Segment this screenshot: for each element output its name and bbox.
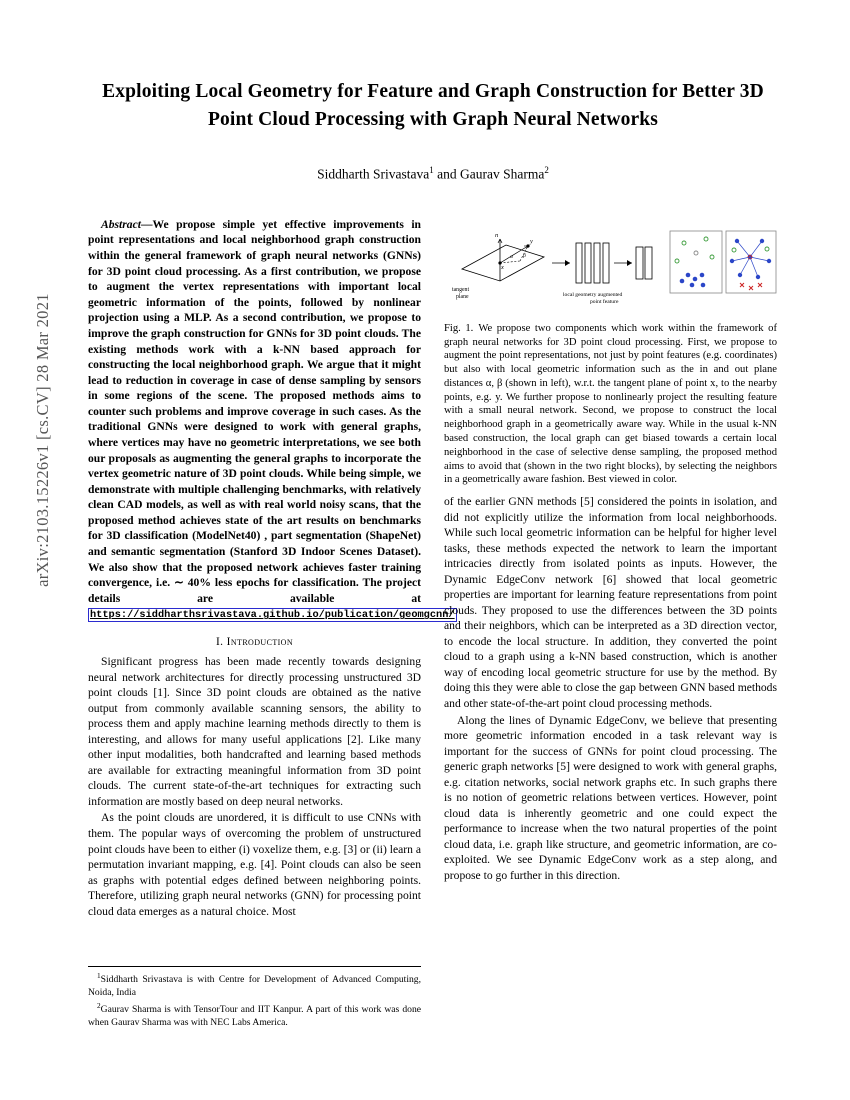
abstract-heading: Abstract—: [101, 217, 153, 231]
svg-text:α: α: [510, 253, 513, 260]
svg-text:x: x: [501, 263, 504, 271]
figure-mlp-panel: [552, 243, 652, 305]
figure-1-caption: [444, 322, 777, 487]
paragraph: of the earlier GNN methods [5] considered the points in isolation, and did not explicitly utilize the information from local neighborhoods. While such local geometric information can be helpful for higher level tasks, these methods expected the network to learn the important intricacies directly from isolated points as inputs. However, the Dynamic EdgeConv network [6] showed that local geometric properties are important for learning feature representations from point clouds. They proposed to use the differences between the 3D points and their neighbors, which can be interpreted as a 3D direction vector, to encode the local structure. In addition, they converted the point cloud to a graph using a k-NN based construction, which is another way of encoding local geometric structure for use by the method. By doing this they were able to close the gap between GNN based methods and other state-of-the-art point cloud processing methods.: [444, 495, 777, 710]
right-column: [444, 217, 777, 919]
footnotes: [88, 966, 421, 1029]
paper-content: [88, 78, 778, 919]
footnote-text: Gaurav Sharma is with TensorTour and IIT Kanpur. A part of this work was done when Gaurav Sharma was with NEC Labs America.: [88, 1004, 421, 1028]
figure-1: [444, 217, 777, 487]
figure-1-caption-text: We propose two components which work within the framework of graph neural networks for 3D point cloud processing. First, we propose to augment the point representations, not just by point features (e.g. coordinates) but also with local geometric information such as the in and out plane distances α, β (shown in left), w.r.t. the tangent plane of point x, to the nearby points, e.g. y. We further propose to nonlinearly project the resulting feature with a small neural network. Second, we propose to construct the local neighborhood graph in a geometrically aware way. While in the usual k-NN based construction, the local graph can get biased towards a certain local neighborhood in the case of selective dense sampling, the proposed method aims to avoid that (shown in the two right blocks), by selecting the neighbors in a geometrically aware fashion. Best viewed in color.: [444, 322, 777, 486]
paragraph: As the point clouds are unordered, it is difficult to use CNNs with them. The popular ways of overcoming the problem of unstructured point clouds have been to either (i) voxelize them, e.g. [3] or (ii) learn a permutation invariant mapping, e.g. [4]. Point clouds can also be seen as graphs with potential edges defined between neighboring points. Therefore, utilizing graph neural networks (GNN) for processing point cloud data emerges as a natural choice. Most: [88, 811, 421, 918]
figure-knn-panel: [670, 231, 722, 293]
figure-1-label: Fig. 1.: [444, 322, 474, 334]
footnote-marker: 2: [97, 1001, 101, 1011]
author-conjunction: and: [433, 166, 460, 182]
author-affil-marker-1: 1: [429, 165, 434, 176]
svg-text:plane: plane: [456, 293, 469, 300]
figure-geometry-aware-panel: [726, 231, 776, 293]
svg-text:y: y: [530, 237, 533, 245]
author-name-1: Siddharth Srivastava: [317, 166, 430, 182]
arxiv-stamp: arXiv:2103.15226v1 [cs.CV] 28 Mar 2021: [33, 293, 52, 587]
figure-tangent-plane-panel: [452, 232, 544, 300]
svg-text:β: β: [523, 252, 526, 259]
footnote: [88, 1001, 421, 1029]
footnote-text: Siddharth Srivastava is with Centre for Development of Advanced Computing, Noida, India: [88, 974, 421, 998]
svg-text:tangent: tangent: [452, 286, 470, 293]
author-affil-marker-2: 2: [544, 165, 549, 176]
left-column: [88, 217, 455, 919]
paragraph: Along the lines of Dynamic EdgeConv, we believe that presenting more geometric information encoded in a task relevant way is important for the success of GNNs for point cloud processing. The generic graph networks [5] were designed to work with general graphs, e.g. citation networks, social network graphs etc. In such graphs there is no notion of geometric relations between vertices. However, point cloud data is inherently geometric and one could expect the performance to increase when the two natural properties of the point cloud data, i.e. graph like structure, and geometric information, are co-exploited. We see Dynamic EdgeConv work as a step along, and propose to go further in this direction.: [444, 713, 777, 882]
author-list: [88, 165, 778, 183]
page-title: Exploiting Local Geometry for Feature and Graph Construction for Better 3D Point Cloud Processing with Graph Neural Networks: [102, 81, 764, 130]
svg-text:point feature: point feature: [590, 298, 619, 305]
author-name-2: Gaurav Sharma: [460, 166, 545, 182]
svg-text:local geometry augmented: local geometry augmented: [563, 291, 623, 298]
abstract: [88, 217, 455, 623]
section-heading-introduction: I. Introduction: [215, 636, 294, 649]
abstract-text: We propose simple yet effective improvements in point representations and local neighborhood graph construction within the general framework of graph neural networks (GNNs) for 3D point cloud processing. As a first contribution, we propose to augment the vertex representations with important local geometric information of the points, followed by nonlinear projection using a MLP. As a second contribution, we propose to improve the graph construction for GNNs for 3D point clouds. The existing methods work with a k-NN based approach for constructing the local neighborhood graph. We argue that it might lead to reduction in coverage in case of dense sampling by sensors in some regions of the scene. The proposed methods aims to counter such problems and improve coverage in such cases. As the traditional GNNs were designed to work with general graphs, where vertices may have no geometric interpretations, we see both our proposals as augmenting the general graphs to incorporate the vertex geometric nature of 3D point clouds. While being simple, we demonstrate with multiple challenging benchmarks, with relatively clean CAD models, as well as with real world noisy scans, that the proposed method achieves state of the art results on benchmarks for 3D classification (ModelNet40) , part segmentation (ShapeNet) and semantic segmentation (Stanford 3D Indoor Scenes Dataset). We also show that the proposed network achieves faster training convergence, i.e. ∼ 40% less epochs for classification. The project details are available at: [88, 217, 421, 605]
footnote: [88, 971, 421, 999]
two-column-body: [88, 217, 778, 919]
figure-1-graphic: [444, 217, 777, 313]
paragraph: Significant progress has been made recently towards designing neural network architectures for directly processing unstructured 3D point clouds [1]. Since 3D point clouds are obtained as the native output from commonly available scanning sensors, the ability to process them and apply machine learning methods directly to them is interesting, and allows for many useful applications [2]. Like many other input modalities, both handcrafted and learning based methods are available for extracting meaningful information from 3D point clouds. The current state-of-the-art techniques for extracting such information are mostly based on deep neural networks.: [88, 655, 421, 808]
project-page-link[interactable]: https://siddharthsrivastava.github.io/publication/geomgcnn/: [90, 609, 455, 622]
footnote-marker: 1: [97, 971, 101, 980]
svg-text:n: n: [495, 231, 499, 239]
